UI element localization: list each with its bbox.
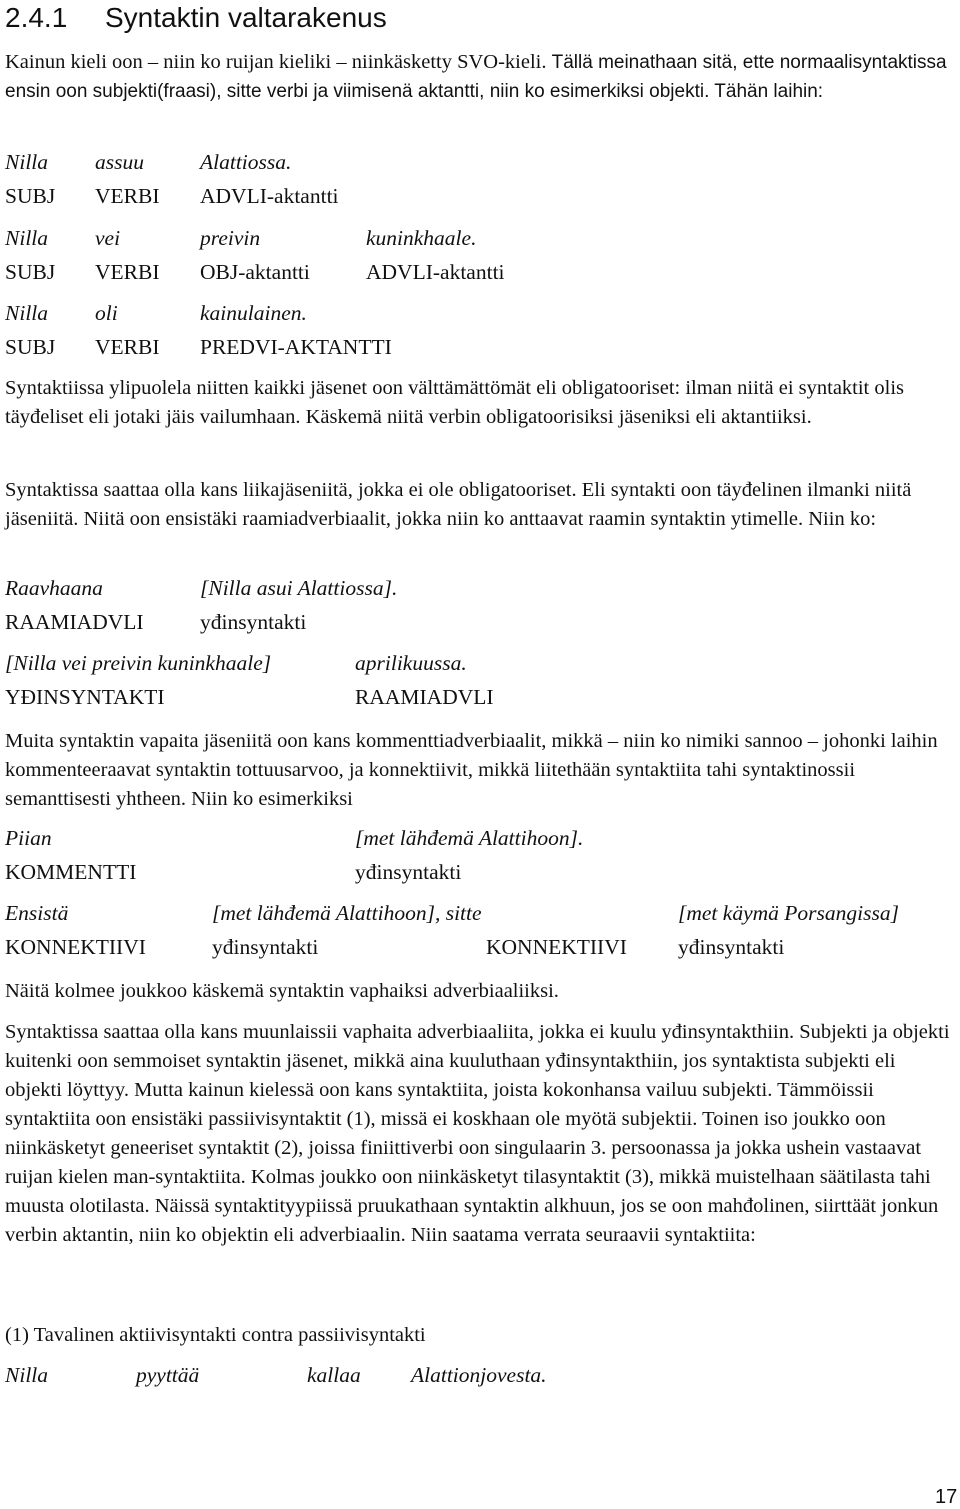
example-word: Nilla: [5, 301, 49, 325]
example-word: Raavhaana: [5, 576, 103, 600]
example-word: vei: [95, 226, 121, 250]
example-tag: KONNEKTIIVI: [5, 935, 146, 959]
example-tag: ADVLI-aktantti: [366, 260, 505, 284]
paragraph-intro-serif: Kainun kieli oon – niin ko ruijan kieliki – niinkäsketty SVO-kieli.: [5, 51, 552, 73]
example-tag: SUBJ: [5, 260, 56, 284]
example-word: Nilla: [5, 1363, 49, 1387]
paragraph-free-adverbials: Näitä kolmee joukkoo käskemä syntaktin vaphaiksi adverbiaaliiksi.: [5, 980, 559, 1002]
example-word: assuu: [95, 150, 144, 174]
paragraph-example-heading: (1) Tavalinen aktiivisyntakti contra passiivisyntakti: [5, 1324, 426, 1346]
example-word: Nilla: [5, 150, 49, 174]
example-word: Alattionjovesta.: [411, 1363, 547, 1387]
example-tag: yđinsyntakti: [200, 610, 307, 634]
example-tag: KONNEKTIIVI: [486, 935, 627, 959]
example-word: [met lähđemä Alattihoon].: [355, 826, 584, 850]
paragraph-optional: Syntaktissa saattaa olla kans liikajäseniitä, jokka ei ole obligatooriset. Eli syntakti oon täyđelinen ilmanki niitä jäseniitä. Niitä oon ensistäki raamiadverbiaalit, jokka niin ko anttaavat raamin syntaktin ytimelle. Niin ko:: [5, 479, 912, 530]
example-word: Nilla: [5, 226, 49, 250]
paragraph-intro-sans: Tällä meinathaan sitä, ette normaalisyntaktissa ensin oon subjekti(fraasi), sitte verbi ja viimisenä aktantti, niin ko esimerkiksi objekti. Tähän laihin:: [5, 52, 947, 102]
example-word: preivin: [200, 226, 261, 250]
example-word: Ensistä: [5, 901, 69, 925]
example-tag: OBJ-aktantti: [200, 260, 310, 284]
example-word: oli: [95, 301, 118, 325]
example-word: [Nilla asui Alattiossa].: [200, 576, 398, 600]
paragraph-obligatory: Syntaktiissa ylipuolela niitten kaikki jäsenet oon välttämättömät eli obligatooriset: ilman niitä ei syntaktit olis täyđeliset eli jotaki jäis vailumhaan. Käskemä niitä verbin obligatoorisiksi jäseniksi eli aktantiiksi.: [5, 377, 904, 428]
example-word: kallaa: [307, 1363, 361, 1387]
example-word: Alattiossa.: [200, 150, 292, 174]
example-tag: ADVLI-aktantti: [200, 184, 339, 208]
example-tag: VERBI: [95, 184, 160, 208]
example-word: [met lähđemä Alattihoon], sitte: [212, 901, 482, 925]
example-tag: KOMMENTTI: [5, 860, 137, 884]
paragraph-subjectless: Syntaktissa saattaa olla kans muunlaissii vaphaita adverbiaaliita, jokka ei kuulu yđinsyntakthiin. Subjekti ja objekti kuitenki oon semmoiset syntaktin jäsenet, mikkä aina kuuluthaan yđinsyntakthiin, jos syntaktista subjekti eli objekti löyttyy. Mutta kainun kielessä oon kans syntaktiita, joista kokonhansa vailuu subjekti. Tämmöissii syntaktiita oon ensistäki passiivisyntaktit (1), missä ei koskhaan ole myötä subjektii. Toinen iso joukko oon niinkäsketyt geneeriset syntaktit (2), joissa finiittiverbi oon singulaarin 3. persoonassa ja jokka ushein vastaavat ruijan kielen man-syntaktiita. Kolmas joukko oon niinkäsketyt tilasyntaktit (3), mikkä muistelhaan säätilasta tahi muusta olotilasta. Näissä syntaktityypiissä pruukathaan syntaktin alkhuun, jos se oon mahđolinen, siirttäät jonkun verbin aktantin, niin ko objektin eli adverbiaalin. Niin saatama verrata seuraavii syntaktiita:: [5, 1021, 950, 1246]
example-tag: yđinsyntakti: [355, 860, 462, 884]
example-tag: PREDVI-AKTANTTI: [200, 335, 392, 359]
example-tag: YĐINSYNTAKTI: [5, 685, 165, 709]
example-word: [met käymä Porsangissa]: [678, 901, 899, 925]
section-number: 2.4.1: [5, 2, 68, 33]
example-tag: yđinsyntakti: [678, 935, 785, 959]
example-tag: SUBJ: [5, 184, 56, 208]
example-tag: VERBI: [95, 260, 160, 284]
example-word: kainulainen.: [200, 301, 307, 325]
example-word: pyyttää: [136, 1363, 200, 1387]
example-tag: VERBI: [95, 335, 160, 359]
example-word: aprilikuussa.: [355, 651, 467, 675]
example-word: Piian: [5, 826, 52, 850]
paragraph-comment-adverbials: Muita syntaktin vapaita jäseniitä oon kans kommenttiadverbiaalit, mikkä – niin ko nimiki sannoo – johonki laihin kommenteeraavat syntaktin tottuusarvoo, ja konnektiivit, mikkä liitethään syntaktiita tahi syntaktinossii semanttisesti yhtheen. Niin ko esimerkiksi: [5, 730, 938, 810]
page-number: 17: [935, 1486, 958, 1508]
example-word: kuninkhaale.: [366, 226, 477, 250]
section-heading: [5, 2, 387, 34]
paragraph-intro: [5, 48, 955, 106]
example-tag: SUBJ: [5, 335, 56, 359]
example-word: [Nilla vei preivin kuninkhaale]: [5, 651, 272, 675]
section-title: Syntaktin valtarakenus: [105, 2, 387, 33]
example-tag: RAAMIADVLI: [5, 610, 144, 634]
example-tag: yđinsyntakti: [212, 935, 319, 959]
example-tag: RAAMIADVLI: [355, 685, 494, 709]
